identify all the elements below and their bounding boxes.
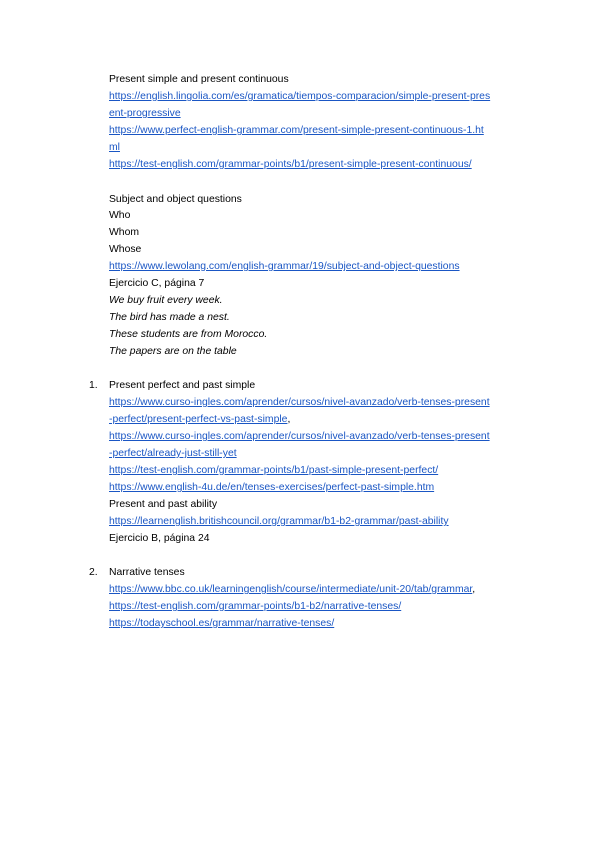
link-british-council[interactable]: https://learnenglish.britishcouncil.org/grammar/b1-b2-grammar/past-ability — [109, 516, 449, 527]
link-curso-ingles-1-continued-line — [109, 413, 290, 427]
link-perfect-english-grammar[interactable]: https://www.perfect-english-grammar.com/present-simple-present-continuous-1.ht — [109, 125, 484, 136]
subheading-present-past-ability: Present and past ability — [109, 499, 218, 510]
link-test-english-present[interactable]: https://test-english.com/grammar-points/b1/present-simple-present-continuous/ — [109, 159, 472, 170]
link-lingolia-continued[interactable]: ent-progressive — [109, 108, 181, 119]
example-sentence: We buy fruit every week. — [109, 295, 223, 306]
example-sentence: These students are from Morocco. — [109, 329, 268, 340]
exercise-b-label: Ejercicio B, página 24 — [109, 533, 210, 544]
list-number-1: 1. — [89, 380, 98, 391]
question-word-whom: Whom — [109, 227, 140, 238]
question-word-who: Who — [109, 210, 131, 221]
link-test-english-past[interactable]: https://test-english.com/grammar-points/b1/past-simple-present-perfect/ — [109, 465, 439, 476]
link-bbc-line — [109, 583, 475, 597]
exercise-c-label: Ejercicio C, página 7 — [109, 278, 205, 289]
item1-heading: Present perfect and past simple — [109, 380, 256, 391]
comma: , — [472, 584, 476, 595]
link-lewolang[interactable]: https://www.lewolang.com/english-grammar/19/subject-and-object-questions — [109, 261, 460, 272]
link-test-english-narrative[interactable]: https://test-english.com/grammar-points/b1-b2/narrative-tenses/ — [109, 601, 402, 612]
link-english-4u[interactable]: https://www.english-4u.de/en/tenses-exercises/perfect-past-simple.htm — [109, 482, 435, 493]
link-curso-ingles-2[interactable]: https://www.curso-ingles.com/aprender/cursos/nivel-avanzado/verb-tenses-present — [109, 431, 490, 442]
example-sentence: The bird has made a nest. — [109, 312, 230, 323]
link-curso-ingles-1-continued[interactable]: -perfect/present-perfect-vs-past-simple — [109, 414, 288, 425]
link-perfect-english-grammar-continued[interactable]: ml — [109, 142, 120, 153]
item2-heading: Narrative tenses — [109, 567, 185, 578]
section-heading-present-simple-continuous: Present simple and present continuous — [109, 74, 289, 85]
link-todayschool[interactable]: https://todayschool.es/grammar/narrative-tenses/ — [109, 618, 335, 629]
example-sentence: The papers are on the table — [109, 346, 237, 357]
link-bbc[interactable]: https://www.bbc.co.uk/learningenglish/course/intermediate/unit-20/tab/grammar — [109, 584, 473, 595]
link-lingolia[interactable]: https://english.lingolia.com/es/gramatica/tiempos-comparacion/simple-present-pres — [109, 91, 491, 102]
comma: , — [287, 414, 291, 425]
question-word-whose: Whose — [109, 244, 142, 255]
link-curso-ingles-2-continued[interactable]: -perfect/already-just-still-yet — [109, 448, 237, 459]
link-curso-ingles-1[interactable]: https://www.curso-ingles.com/aprender/cursos/nivel-avanzado/verb-tenses-present — [109, 397, 490, 408]
section-heading-subject-object-questions: Subject and object questions — [109, 194, 242, 205]
list-number-2: 2. — [89, 567, 98, 578]
